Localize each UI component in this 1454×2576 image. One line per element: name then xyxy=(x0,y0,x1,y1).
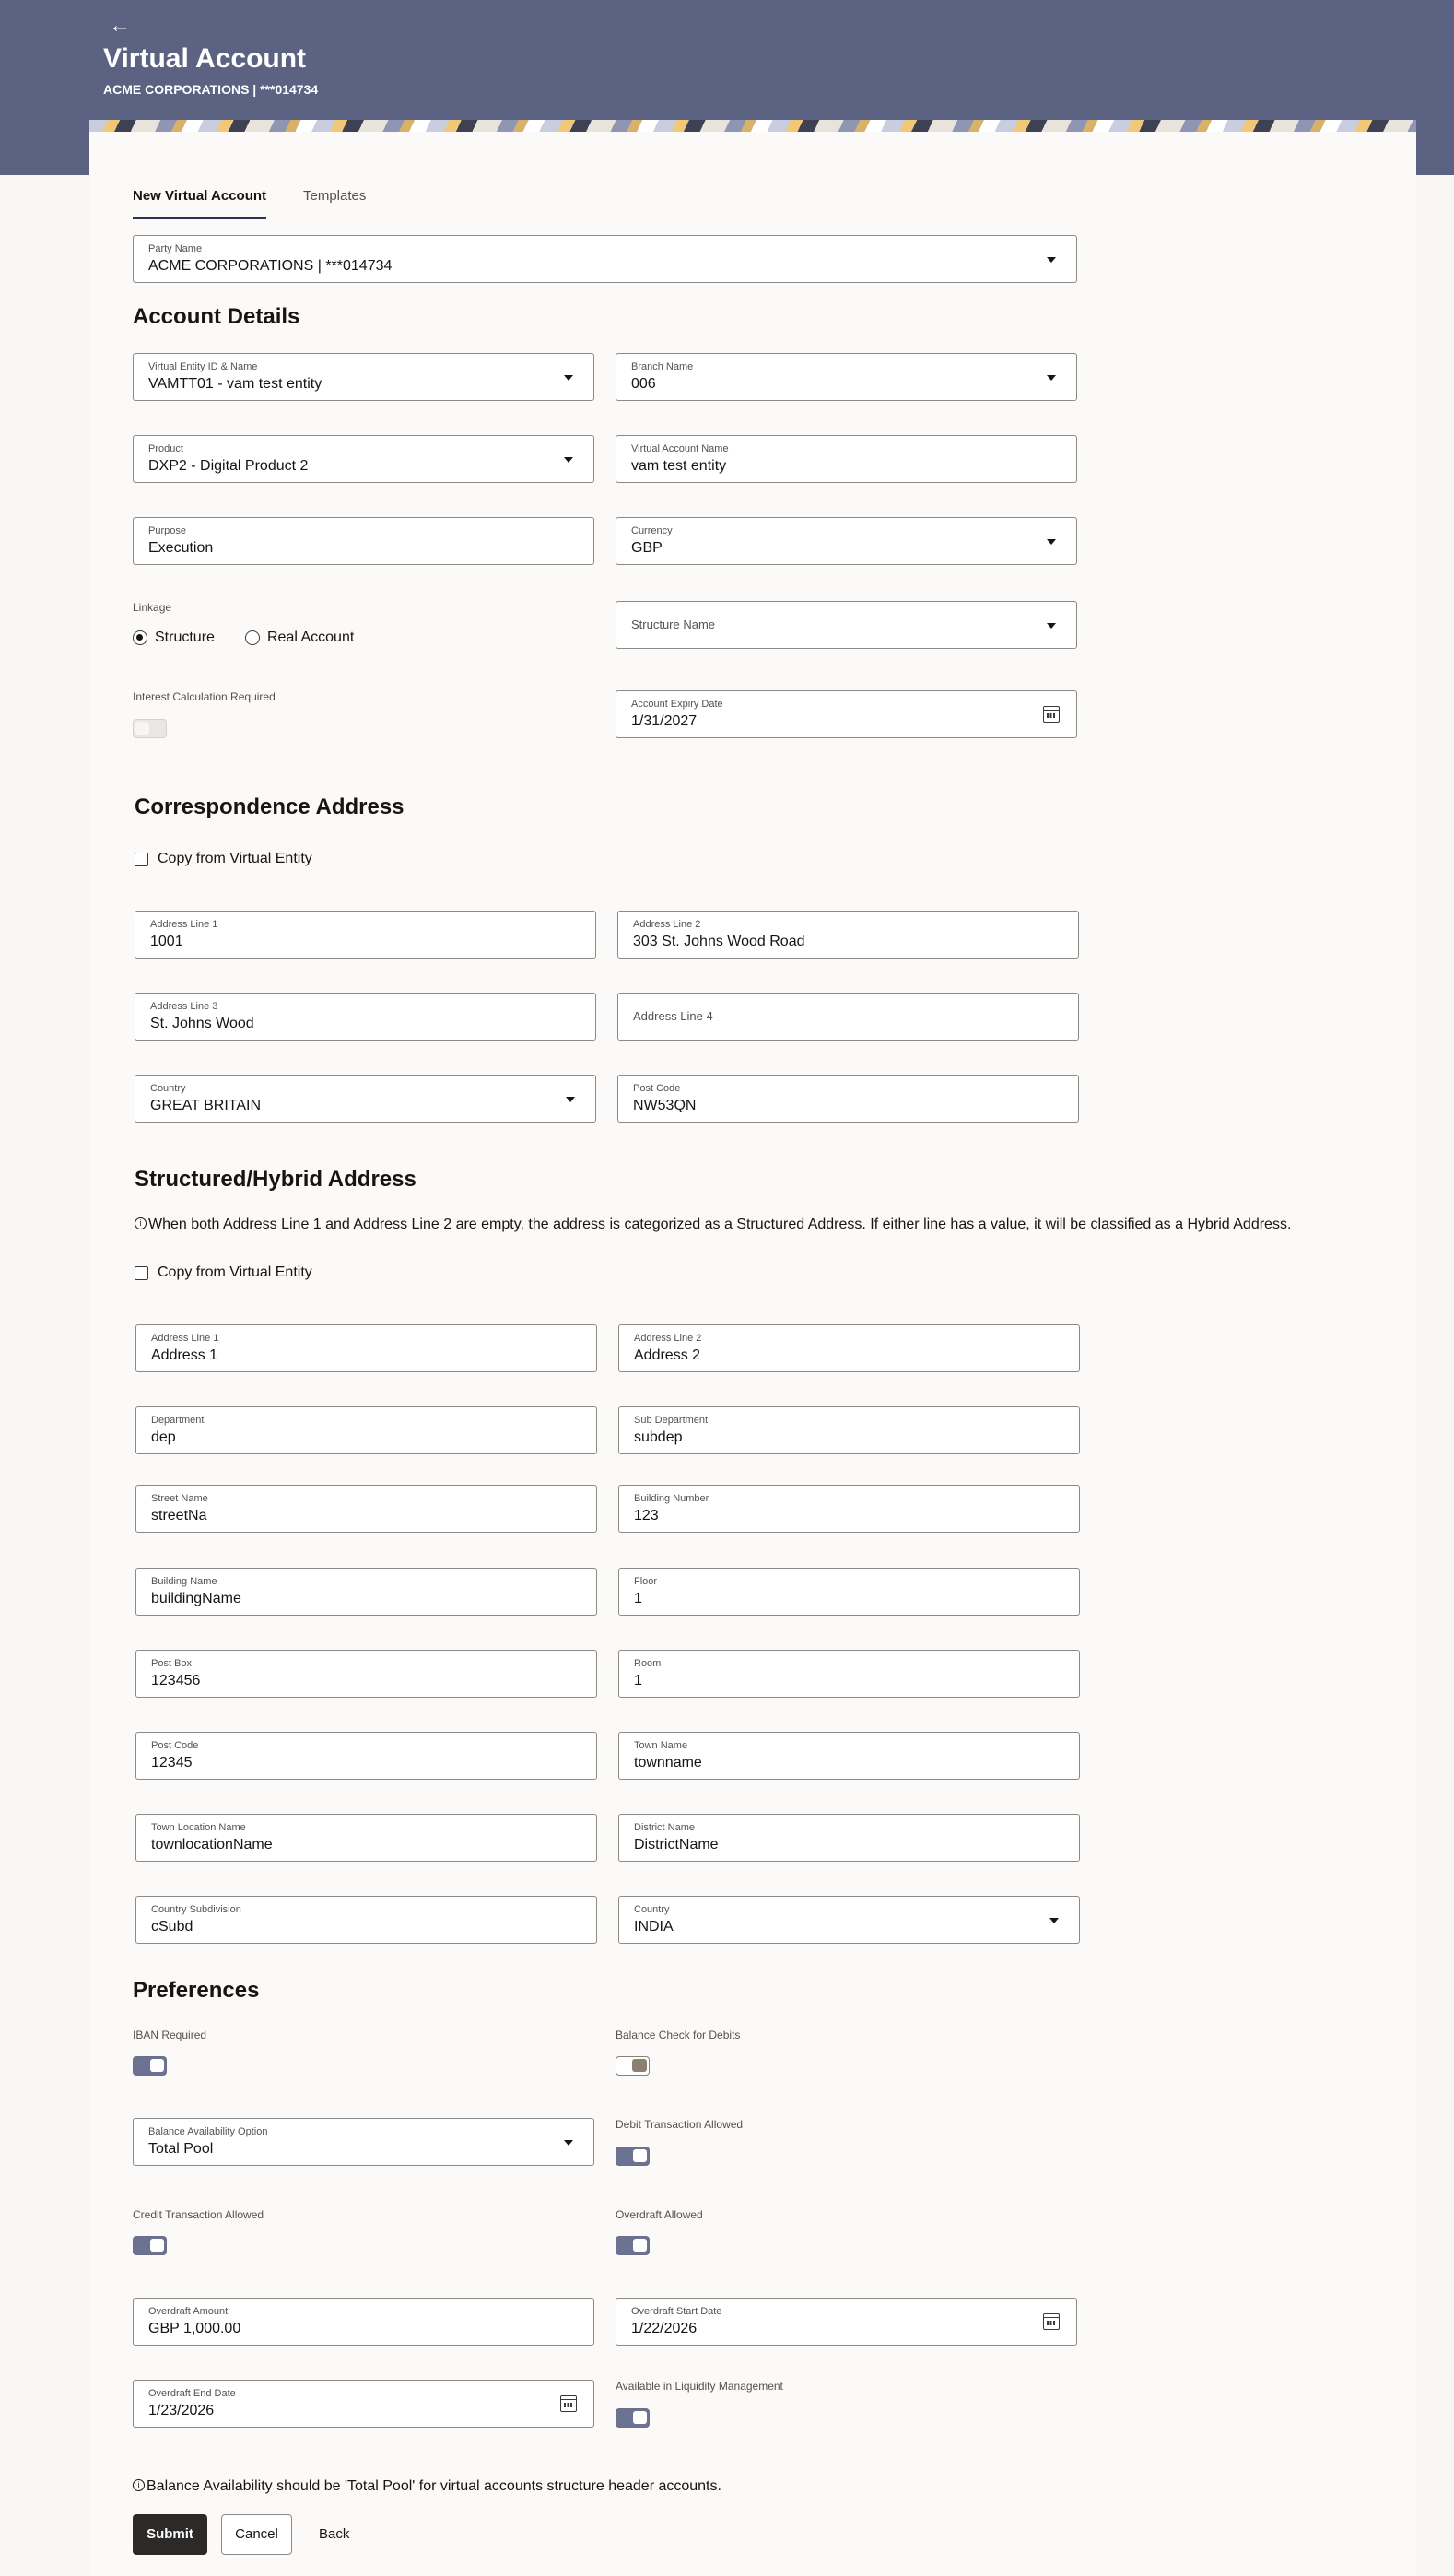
virtual-entity-select[interactable] xyxy=(133,353,594,401)
chevron-down-icon xyxy=(1047,375,1056,381)
structured-address-line1-input[interactable] xyxy=(135,1324,597,1372)
linkage-radio-structure[interactable] xyxy=(133,629,225,647)
correspondence-address-line2-input[interactable] xyxy=(617,911,1079,959)
chevron-down-icon xyxy=(564,457,573,463)
calendar-icon[interactable] xyxy=(560,2395,577,2412)
chevron-down-icon xyxy=(1049,1918,1059,1923)
virtual-account-name-input[interactable] xyxy=(616,435,1077,483)
sub-department-input[interactable] xyxy=(618,1406,1080,1454)
field-value: townname xyxy=(634,1755,702,1770)
currency-select[interactable] xyxy=(616,517,1077,565)
room-input[interactable] xyxy=(618,1650,1080,1698)
correspondence-copy-checkbox[interactable] xyxy=(135,850,337,870)
structured-address-info xyxy=(135,1216,1291,1234)
interest-calculation-label: Interest Calculation Required xyxy=(133,690,276,703)
decorative-banner-stripe xyxy=(89,120,1416,132)
field-label: Country Subdivision xyxy=(151,1904,241,1915)
chevron-down-icon xyxy=(1047,539,1056,545)
structured-copy-checkbox[interactable] xyxy=(135,1264,337,1284)
field-label: District Name xyxy=(634,1822,696,1833)
field-value: buildingName xyxy=(151,1591,241,1606)
credit-transaction-toggle[interactable] xyxy=(133,2236,167,2255)
field-value: 1/22/2026 xyxy=(631,2321,698,2336)
debit-transaction-label: Debit Transaction Allowed xyxy=(616,2118,744,2131)
field-label: Party Name xyxy=(148,243,203,254)
field-label: Country xyxy=(634,1904,670,1915)
field-value: townlocationName xyxy=(151,1837,273,1853)
field-label: Building Number xyxy=(634,1493,709,1504)
debit-transaction-toggle[interactable] xyxy=(616,2147,650,2166)
field-value: vam test entity xyxy=(631,458,727,474)
building-number-input[interactable] xyxy=(618,1485,1080,1533)
field-value: Execution xyxy=(148,540,214,556)
tab-templates[interactable]: Templates xyxy=(303,188,367,204)
field-value: Address 1 xyxy=(151,1347,218,1363)
field-value: NW53QN xyxy=(633,1098,697,1113)
tab-new-virtual-account[interactable]: New Virtual Account xyxy=(133,188,267,204)
field-label: Department xyxy=(151,1415,205,1426)
balance-availability-info xyxy=(133,2477,721,2496)
field-label: Sub Department xyxy=(634,1415,709,1426)
product-select[interactable] xyxy=(133,435,594,483)
street-name-input[interactable] xyxy=(135,1485,597,1533)
checkbox-label: Copy from Virtual Entity xyxy=(158,1264,312,1280)
balance-check-toggle[interactable] xyxy=(616,2056,650,2076)
field-label: Post Code xyxy=(633,1083,681,1094)
field-placeholder: Address Line 4 xyxy=(633,1009,713,1023)
field-value: 006 xyxy=(631,376,656,392)
field-label: Floor xyxy=(634,1576,658,1587)
field-label: Virtual Entity ID & Name xyxy=(148,361,258,372)
field-label: Product xyxy=(148,443,183,454)
left-gutter xyxy=(0,175,89,2576)
country-subdivision-input[interactable] xyxy=(135,1896,597,1944)
field-label: Balance Availability Option xyxy=(148,2126,268,2137)
field-value: 1 xyxy=(634,1673,642,1688)
correspondence-address-line3-input[interactable] xyxy=(135,993,596,1041)
page-subtitle: ACME CORPORATIONS | ***014734 xyxy=(103,82,319,97)
cancel-button[interactable]: Cancel xyxy=(221,2514,292,2555)
field-value: 303 St. Johns Wood Road xyxy=(633,934,805,949)
radio-selected-icon xyxy=(133,630,147,645)
field-label: Overdraft Amount xyxy=(148,2306,229,2317)
correspondence-address-line4-input[interactable] xyxy=(617,993,1079,1041)
checkbox-icon xyxy=(135,1266,148,1280)
chevron-down-icon xyxy=(566,1097,575,1102)
field-label: Virtual Account Name xyxy=(631,443,729,454)
field-value: cSubd xyxy=(151,1919,193,1935)
interest-calculation-toggle[interactable] xyxy=(133,719,167,738)
field-value: 1 xyxy=(634,1591,642,1606)
field-value: 12345 xyxy=(151,1755,193,1770)
field-label: Country xyxy=(150,1083,186,1094)
field-value: GREAT BRITAIN xyxy=(150,1098,262,1113)
field-label: Address Line 3 xyxy=(150,1001,218,1012)
back-arrow-icon[interactable]: ← xyxy=(109,13,131,38)
party-name-select[interactable] xyxy=(133,235,1077,283)
field-label: Currency xyxy=(631,525,673,536)
balance-availability-select[interactable] xyxy=(133,2118,594,2166)
post-box-input[interactable] xyxy=(135,1650,597,1698)
town-location-name-input[interactable] xyxy=(135,1814,597,1862)
linkage-label: Linkage xyxy=(133,601,172,614)
liquidity-management-label: Available in Liquidity Management xyxy=(616,2380,783,2393)
field-label: Street Name xyxy=(151,1493,208,1504)
field-label: Address Line 1 xyxy=(150,919,218,930)
field-label: Address Line 1 xyxy=(151,1333,219,1344)
iban-required-toggle[interactable] xyxy=(133,2056,167,2076)
liquidity-management-toggle[interactable] xyxy=(616,2408,650,2428)
field-label: Address Line 2 xyxy=(633,919,701,930)
info-icon: i xyxy=(135,1217,147,1229)
correspondence-country-select[interactable] xyxy=(135,1075,596,1123)
field-value: subdep xyxy=(634,1429,683,1445)
checkbox-label: Copy from Virtual Entity xyxy=(158,851,312,866)
section-title-structured-address: Structured/Hybrid Address xyxy=(135,1167,416,1192)
field-value: GBP xyxy=(631,540,663,556)
submit-button[interactable]: Submit xyxy=(133,2514,207,2555)
overdraft-allowed-label: Overdraft Allowed xyxy=(616,2208,703,2221)
page-title: Virtual Account xyxy=(103,43,307,74)
credit-transaction-label: Credit Transaction Allowed xyxy=(133,2208,264,2221)
purpose-input[interactable] xyxy=(133,517,594,565)
field-label: Building Name xyxy=(151,1576,217,1587)
linkage-radio-real-account[interactable] xyxy=(245,629,365,647)
field-label: Branch Name xyxy=(631,361,694,372)
calendar-icon[interactable] xyxy=(1043,2313,1060,2330)
field-value: 123 xyxy=(634,1508,659,1523)
field-value: Total Pool xyxy=(148,2141,214,2157)
field-value: 1001 xyxy=(150,934,183,949)
field-value: dep xyxy=(151,1429,176,1445)
field-value: 1/23/2026 xyxy=(148,2403,215,2418)
overdraft-start-date-input[interactable] xyxy=(616,2298,1077,2346)
radio-label: Real Account xyxy=(267,629,355,645)
section-title-preferences: Preferences xyxy=(133,1978,260,2003)
right-gutter xyxy=(1416,175,1454,2576)
field-label: Overdraft Start Date xyxy=(631,2306,722,2317)
field-value: ACME CORPORATIONS | ***014734 xyxy=(148,258,393,274)
iban-required-label: IBAN Required xyxy=(133,2029,207,2041)
field-value: GBP 1,000.00 xyxy=(148,2321,241,2336)
chevron-down-icon xyxy=(564,2140,573,2146)
field-label: Overdraft End Date xyxy=(148,2388,236,2399)
structured-address-line2-input[interactable] xyxy=(618,1324,1080,1372)
field-label: Town Name xyxy=(634,1740,688,1751)
checkbox-icon xyxy=(135,853,148,866)
field-label: Post Box xyxy=(151,1658,193,1669)
balance-check-label: Balance Check for Debits xyxy=(616,2029,741,2041)
correspondence-address-line1-input[interactable] xyxy=(135,911,596,959)
radio-label: Structure xyxy=(155,629,215,645)
overdraft-allowed-toggle[interactable] xyxy=(616,2236,650,2255)
structured-country-select[interactable] xyxy=(618,1896,1080,1944)
structure-name-select[interactable] xyxy=(616,601,1077,649)
chevron-down-icon xyxy=(1047,257,1056,263)
back-button[interactable]: Back xyxy=(319,2526,350,2542)
town-name-input[interactable] xyxy=(618,1732,1080,1780)
field-value: St. Johns Wood xyxy=(150,1016,254,1031)
correspondence-post-code-input[interactable] xyxy=(617,1075,1079,1123)
field-label: Account Expiry Date xyxy=(631,699,723,710)
field-label: Address Line 2 xyxy=(634,1333,702,1344)
floor-input[interactable] xyxy=(618,1568,1080,1616)
building-name-input[interactable] xyxy=(135,1568,597,1616)
field-placeholder: Structure Name xyxy=(631,618,716,631)
info-text: Balance Availability should be 'Total Pool' for virtual accounts structure header accounts. xyxy=(147,2478,721,2494)
radio-unselected-icon xyxy=(245,630,260,645)
field-value: INDIA xyxy=(634,1919,674,1935)
field-value: DistrictName xyxy=(634,1837,719,1853)
field-value: Address 2 xyxy=(634,1347,701,1363)
chevron-down-icon xyxy=(1047,623,1056,629)
account-expiry-date-input[interactable] xyxy=(616,690,1077,738)
field-label: Post Code xyxy=(151,1740,199,1751)
field-value: DXP2 - Digital Product 2 xyxy=(148,458,309,474)
calendar-icon[interactable] xyxy=(1043,706,1060,723)
field-label: Purpose xyxy=(148,525,186,536)
section-title-account-details: Account Details xyxy=(133,304,300,329)
structured-post-code-input[interactable] xyxy=(135,1732,597,1780)
overdraft-amount-input[interactable] xyxy=(133,2298,594,2346)
branch-name-select[interactable] xyxy=(616,353,1077,401)
overdraft-end-date-input[interactable] xyxy=(133,2380,594,2428)
field-label: Room xyxy=(634,1658,662,1669)
info-text: When both Address Line 1 and Address Line 2 are empty, the address is categorized as a Structured Address. If either line has a value, it will be classified as a Hybrid Address. xyxy=(148,1217,1292,1232)
district-name-input[interactable] xyxy=(618,1814,1080,1862)
field-label: Town Location Name xyxy=(151,1822,246,1833)
info-icon: i xyxy=(133,2479,145,2491)
field-value: 1/31/2027 xyxy=(631,713,698,729)
field-value: VAMTT01 - vam test entity xyxy=(148,376,322,392)
chevron-down-icon xyxy=(564,375,573,381)
department-input[interactable] xyxy=(135,1406,597,1454)
field-value: 123456 xyxy=(151,1673,201,1688)
section-title-correspondence-address: Correspondence Address xyxy=(135,794,405,819)
field-value: streetNa xyxy=(151,1508,207,1523)
